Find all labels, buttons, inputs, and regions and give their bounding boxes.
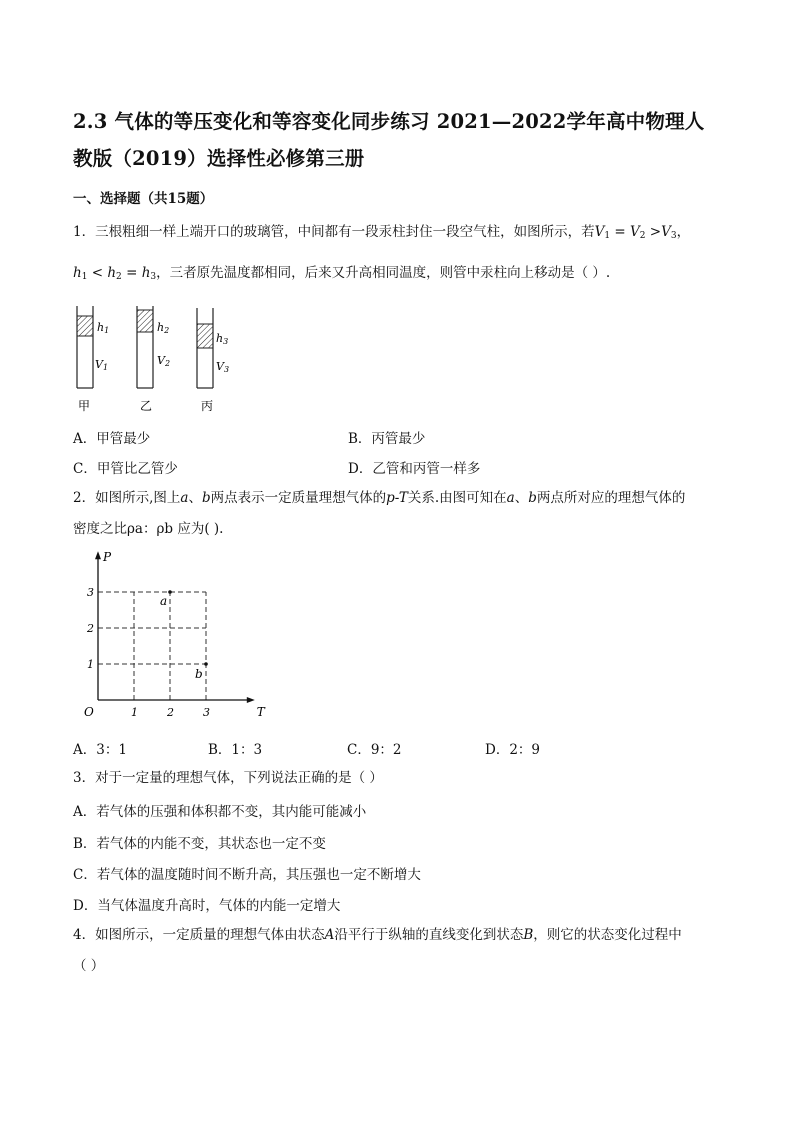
q3-option-b[interactable]: B．若气体的内能不变，其状态也一定不变	[73, 836, 326, 852]
svg-text:V2: V2	[157, 354, 171, 368]
tube-label-yi: 乙	[140, 399, 153, 413]
q2-option-c[interactable]: C．9：2	[347, 742, 402, 758]
y-tick-label-2: 2	[87, 622, 94, 635]
x-tick-label-2: 2	[167, 706, 174, 719]
svg-text:h3: h3	[216, 332, 229, 346]
tube-label-bing: 丙	[201, 399, 214, 413]
x-axis-arrow	[247, 697, 255, 703]
y-tick-label-1: 1	[87, 658, 94, 671]
q1-tubes-figure	[60, 298, 250, 418]
q1-option-c[interactable]: C．甲管比乙管少	[73, 461, 178, 477]
q2-option-d[interactable]: D．2：9	[485, 742, 541, 758]
q1-stem-line-1: 1．三根粗细一样上端开口的玻璃管，中间都有一段汞柱封住一段空气柱，如图所示，若$V_1 = V_2 >V_3$，	[73, 224, 691, 241]
svg-text:V3: V3	[216, 360, 230, 374]
point-label-a: a	[160, 594, 168, 608]
q1-stem-line-2: $h_1 < h_2 = h_3$，三者原先温度都相同，后来又升高相同温度，则管中汞柱向上移动是（ ）.	[73, 265, 611, 282]
q3-option-d[interactable]: D．当气体温度升高时，气体的内能一定增大	[73, 898, 341, 914]
point-label-b: b	[195, 667, 203, 681]
svg-text:h2: h2	[157, 321, 170, 335]
q1-option-b[interactable]: B．丙管最少	[348, 431, 426, 447]
x-tick-label-1: 1	[131, 706, 138, 719]
x-axis-label: T	[256, 705, 265, 719]
tube-label-jia: 甲	[78, 399, 91, 413]
svg-text:h1: h1	[97, 321, 110, 335]
q4-stem-line-2: （ ）	[73, 958, 105, 974]
q4-stem-line-1: 4．如图所示，一定质量的理想气体由状态A沿平行于纵轴的直线变化到状态B，则它的状态变化过程中	[73, 927, 682, 943]
q1-option-a[interactable]: A．甲管最少	[73, 431, 151, 447]
tube-jia	[77, 306, 109, 413]
doc-title-line-2: 教版（2019）选择性必修第三册	[73, 147, 365, 170]
y-tick-label-3: 3	[87, 586, 94, 599]
x-tick-label-3: 3	[203, 706, 210, 719]
doc-title-line-1: 2.3 气体的等压变化和等容变化同步练习 2021—2022学年高中物理人	[73, 110, 705, 133]
y-axis-arrow	[95, 551, 101, 559]
point-a	[168, 590, 172, 594]
q2-stem-line-1: 2．如图所示,图上a、b两点表示一定质量理想气体的p-T关系.由图可知在a、b两点所对应的理想气体的	[73, 490, 686, 506]
section-heading: 一、选择题（共15题）	[73, 191, 214, 207]
q3-option-c[interactable]: C．若气体的温度随时间不断升高，其压强也一定不断增大	[73, 867, 421, 883]
point-b	[204, 662, 208, 666]
tube-yi	[137, 306, 170, 413]
tube-bing	[197, 308, 229, 413]
y-axis-label: P	[103, 550, 112, 565]
svg-text:V1: V1	[95, 358, 109, 372]
q3-stem: 3．对于一定量的理想气体，下列说法正确的是（ ）	[73, 770, 383, 786]
q2-option-b[interactable]: B．1：3	[208, 742, 263, 758]
q2-pt-chart	[80, 550, 265, 726]
q3-option-a[interactable]: A．若气体的压强和体积都不变，其内能可能减小	[73, 804, 367, 820]
q2-option-a[interactable]: A．3：1	[73, 742, 127, 758]
origin-label: O	[84, 705, 94, 719]
q2-stem-line-2: 密度之比ρa：ρb 应为( ).	[73, 521, 224, 537]
q1-option-d[interactable]: D．乙管和丙管一样多	[348, 461, 481, 477]
